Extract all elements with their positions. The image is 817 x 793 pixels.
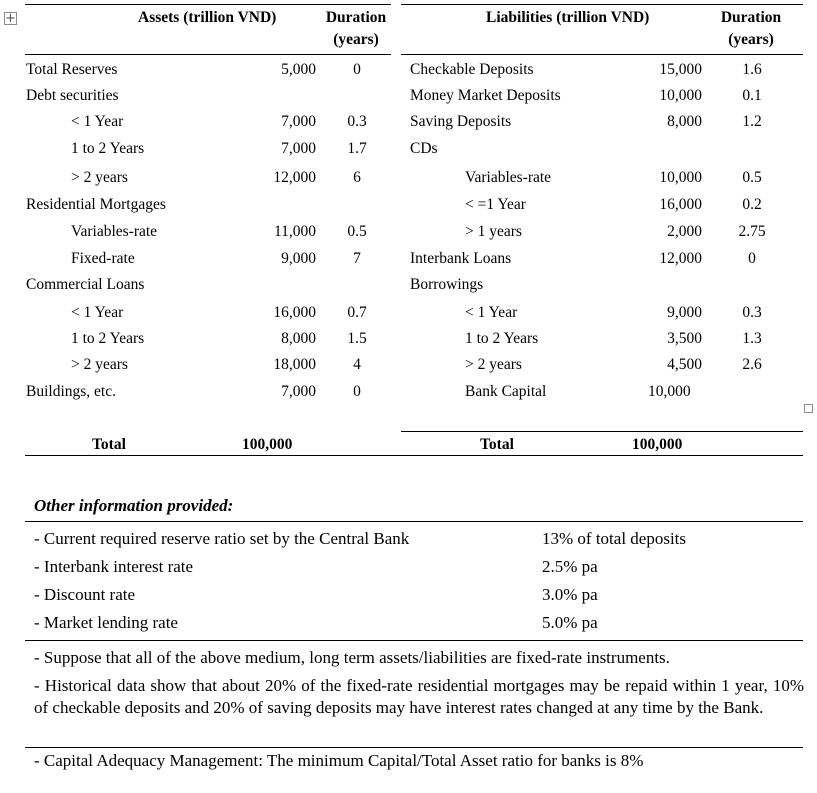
- liability-row-label: 1 to 2 Years: [465, 330, 539, 347]
- liability-row-label: Money Market Deposits: [410, 87, 561, 104]
- total-bottom-rule: [25, 455, 803, 456]
- note-historical: - Historical data show that about 20% of the fixed-rate residential mortgages may be repaid within 1 year, 10% of checkable deposits and 20% of saving deposits may have interest rates changed at any time by the Bank.: [34, 676, 804, 717]
- note-fixed-rate: - Suppose that all of the above medium, long term assets/liabilities are fixed-rate instruments.: [34, 648, 670, 667]
- asset-row-duration: 6: [353, 169, 361, 186]
- assets-header: Assets (trillion VND): [138, 9, 277, 26]
- asset-row-value: 8,000: [281, 330, 316, 347]
- asset-row-label: > 2 years: [71, 169, 128, 186]
- asset-row-label: Total Reserves: [26, 61, 118, 78]
- asset-row-value: 7,000: [281, 383, 316, 400]
- asset-row-label: Commercial Loans: [26, 276, 145, 293]
- notes-bottom-rule: [25, 747, 803, 748]
- liability-row-label: Saving Deposits: [410, 113, 512, 130]
- liability-row-label: Borrowings: [410, 276, 484, 293]
- header-bottom-rule: [25, 54, 391, 55]
- asset-row-duration: 0.5: [347, 223, 367, 240]
- table-resize-handle-icon[interactable]: [804, 404, 813, 413]
- asset-row-value: 5,000: [281, 61, 316, 78]
- asset-row-label: < 1 Year: [71, 304, 124, 321]
- asset-row-duration: 0.7: [347, 304, 367, 321]
- rate-label: - Discount rate: [34, 585, 136, 604]
- asset-row-duration: 4: [353, 356, 361, 373]
- liability-row-value: 10,000: [659, 87, 702, 104]
- asset-row-value: 7,000: [281, 113, 316, 130]
- liability-row-duration: 0.3: [742, 304, 762, 321]
- assets-duration-unit: (years): [333, 31, 379, 48]
- asset-row-label: 1 to 2 Years: [71, 330, 145, 347]
- liability-row-duration: 2.6: [742, 356, 762, 373]
- assets-total-label: Total: [92, 436, 126, 453]
- header-top-rule: [25, 4, 391, 5]
- liability-row-duration: 1.2: [742, 113, 762, 130]
- asset-row-value: 12,000: [273, 169, 316, 186]
- asset-row-duration: 0.3: [347, 113, 367, 130]
- rate-value: 5.0% pa: [542, 613, 598, 632]
- header-bottom-rule: [401, 54, 803, 55]
- rate-label: - Market lending rate: [34, 613, 178, 632]
- asset-row-value: 7,000: [281, 140, 316, 157]
- asset-row-label: Debt securities: [26, 87, 119, 104]
- asset-row-duration: 7: [353, 250, 361, 267]
- liability-row-label: Interbank Loans: [410, 250, 512, 267]
- assets-total-value: 100,000: [242, 436, 293, 453]
- liability-row-duration: 0: [748, 250, 756, 267]
- asset-row-label: Buildings, etc.: [26, 383, 116, 400]
- liability-row-value: 16,000: [659, 196, 702, 213]
- asset-row-label: 1 to 2 Years: [71, 140, 145, 157]
- asset-row-label: Variables-rate: [71, 223, 158, 240]
- notes-top-rule: [25, 640, 803, 641]
- liability-row-label: < 1 Year: [465, 304, 518, 321]
- liabilities-duration-unit: (years): [728, 31, 774, 48]
- rate-value: 2.5% pa: [542, 557, 598, 576]
- liability-row-label: < =1 Year: [465, 196, 526, 213]
- liability-row-duration: 0.2: [742, 196, 762, 213]
- asset-row-duration: 0: [353, 61, 361, 78]
- liability-row-label: Bank Capital: [465, 383, 547, 400]
- asset-row-label: < 1 Year: [71, 113, 124, 130]
- liability-row-label: > 2 years: [465, 356, 522, 373]
- note-capital-adequacy: - Capital Adequacy Management: The minimum Capital/Total Asset ratio for banks is 8%: [34, 751, 644, 770]
- liabilities-header: Liabilities (trillion VND): [486, 9, 650, 26]
- table-move-handle-icon[interactable]: +: [5, 11, 16, 26]
- liability-row-value: 9,000: [667, 304, 702, 321]
- rate-value: 13% of total deposits: [542, 529, 687, 548]
- liability-row-value: 4,500: [667, 356, 702, 373]
- liabilities-total-label: Total: [480, 436, 514, 453]
- asset-row-label: > 2 years: [71, 356, 128, 373]
- header-top-rule: [401, 4, 803, 5]
- liability-row-label: Checkable Deposits: [410, 61, 534, 78]
- asset-row-value: 11,000: [273, 223, 316, 240]
- asset-row-duration: 0: [353, 383, 361, 400]
- liability-row-value: 8,000: [667, 113, 702, 130]
- asset-row-value: 9,000: [281, 250, 316, 267]
- asset-row-label: Fixed-rate: [71, 250, 135, 267]
- asset-row-value: 18,000: [273, 356, 316, 373]
- liability-row-label: Variables-rate: [465, 169, 552, 186]
- asset-row-duration: 1.7: [347, 140, 367, 157]
- total-top-rule: [401, 431, 803, 432]
- liability-row-duration: 0.1: [742, 87, 762, 104]
- rate-value: 3.0% pa: [542, 585, 598, 604]
- assets-duration-header: Duration: [325, 9, 387, 26]
- other-info-rule: [25, 521, 803, 522]
- liability-row-value: 2,000: [667, 223, 702, 240]
- liability-row-value: 10,000: [659, 169, 702, 186]
- liability-row-duration: 1.3: [742, 330, 762, 347]
- liability-row-label: CDs: [410, 140, 438, 157]
- asset-row-label: Residential Mortgages: [26, 196, 166, 213]
- asset-row-value: 16,000: [273, 304, 316, 321]
- liability-row-duration: 1.6: [742, 61, 762, 78]
- liability-row-value: 3,500: [667, 330, 702, 347]
- liability-row-value: 10,000: [648, 383, 691, 400]
- liability-row-value: 15,000: [659, 61, 702, 78]
- liability-row-value: 12,000: [659, 250, 702, 267]
- liabilities-total-value: 100,000: [632, 436, 683, 453]
- liability-row-duration: 2.75: [738, 223, 766, 240]
- liability-row-duration: 0.5: [742, 169, 762, 186]
- other-info-title: Other information provided:: [34, 496, 234, 515]
- liabilities-duration-header: Duration: [720, 9, 782, 26]
- asset-row-duration: 1.5: [347, 330, 367, 347]
- rate-label: - Interbank interest rate: [34, 557, 194, 576]
- liability-row-label: > 1 years: [465, 223, 522, 240]
- rate-label: - Current required reserve ratio set by the Central Bank: [34, 529, 410, 548]
